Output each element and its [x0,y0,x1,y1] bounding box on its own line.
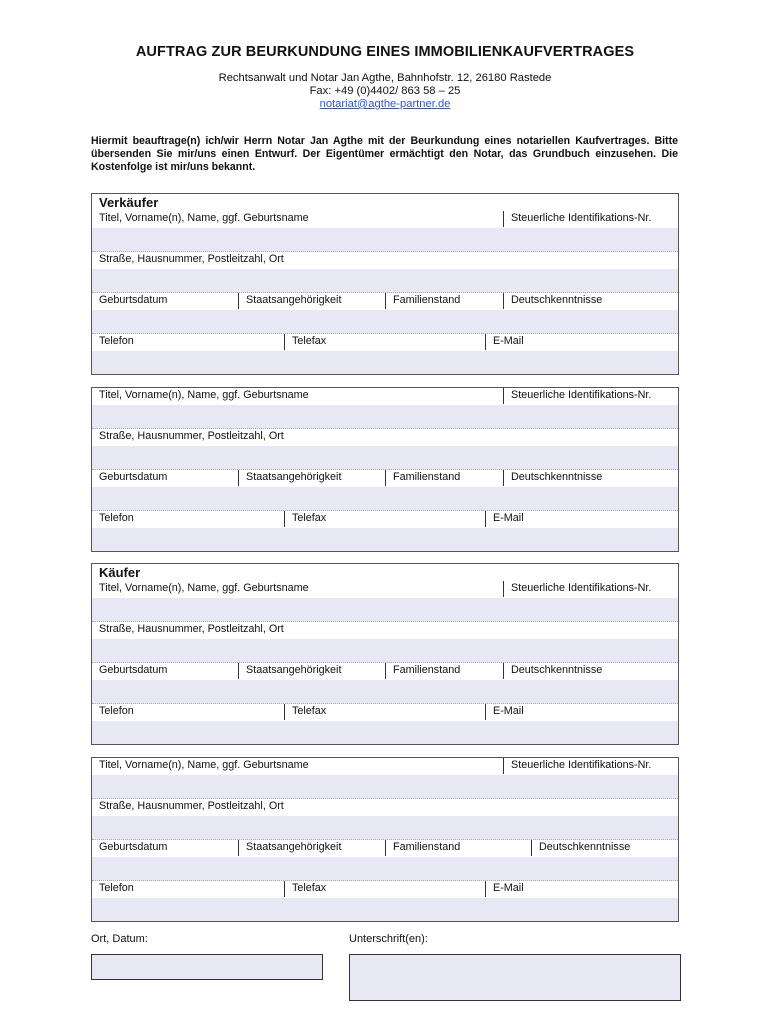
birthdate-label: Geburtsdatum [99,664,168,676]
german-label: Deutschkenntnisse [503,663,678,679]
email-label: E-Mail [485,334,678,350]
notary-address: Rechtsanwalt und Notar Jan Agthe, Bahnhofstr. 12, 26180 Rastede [218,72,552,84]
name-field[interactable] [92,228,678,252]
name-label: Titel, Vorname(n), Name, ggf. Geburtsname [99,759,309,771]
address-field[interactable] [92,816,678,840]
seller-block-2 [91,387,679,552]
label-row-contact [92,704,678,721]
seller-block-1 [91,193,679,375]
marital-label: Familienstand [385,663,503,679]
tax-id-label: Steuerliche Identifikations-Nr. [503,211,678,227]
email-label: E-Mail [485,881,678,897]
contact-field[interactable] [92,721,678,744]
personal-field[interactable] [92,487,678,511]
fax-label: Telefax [284,704,485,720]
label-row-address [92,429,678,446]
label-row-contact [92,881,678,898]
german-label: Deutschkenntnisse [531,840,678,856]
name-field[interactable] [92,775,678,799]
nationality-label: Staatsangehörigkeit [238,663,385,679]
german-label: Deutschkenntnisse [503,470,678,486]
name-label: Titel, Vorname(n), Name, ggf. Geburtsname [99,582,309,594]
tax-id-label: Steuerliche Identifikations-Nr. [503,581,678,597]
address-field[interactable] [92,639,678,663]
label-row-contact [92,511,678,528]
address-field[interactable] [92,446,678,470]
label-row-personal [92,293,678,310]
name-field[interactable] [92,598,678,622]
name-label: Titel, Vorname(n), Name, ggf. Geburtsname [99,389,309,401]
label-row-name [92,211,678,228]
email-label: E-Mail [485,704,678,720]
nationality-label: Staatsangehörigkeit [238,293,385,309]
phone-label: Telefon [99,335,134,347]
german-label: Deutschkenntnisse [503,293,678,309]
fax-label: Telefax [284,334,485,350]
label-row-name [92,581,678,598]
personal-field[interactable] [92,680,678,704]
notary-fax: Fax: +49 (0)4402/ 863 58 – 25 [309,85,461,97]
email-label: E-Mail [485,511,678,527]
label-row-personal [92,840,678,857]
label-row-name [92,758,678,775]
birthdate-label: Geburtsdatum [99,471,168,483]
intro-text: Hiermit beauftrage(n) ich/wir Herrn Notar Jan Agthe mit der Beurkundung eines notariellen Kaufvertrages. Bitte übersenden Sie mir/uns einen Entwurf. Der Eigentümer ermächtigt den Notar, das Grundbuch einzusehen. Die Kostenfolge ist mir/uns bekannt. [91,135,678,173]
fax-label: Telefax [284,881,485,897]
phone-label: Telefon [99,512,134,524]
label-row-address [92,252,678,269]
name-label: Titel, Vorname(n), Name, ggf. Geburtsname [99,212,309,224]
marital-label: Familienstand [385,470,503,486]
tax-id-label: Steuerliche Identifikations-Nr. [503,388,678,404]
address-label: Straße, Hausnummer, Postleitzahl, Ort [99,623,284,635]
signature-label: Unterschrift(en): [349,933,428,945]
personal-field[interactable] [92,310,678,334]
label-row-address [92,799,678,816]
email-link[interactable]: notariat@agthe-partner.de [319,98,451,110]
label-row-name [92,388,678,405]
address-field[interactable] [92,269,678,293]
buyer-block-1 [91,563,679,745]
address-label: Straße, Hausnummer, Postleitzahl, Ort [99,430,284,442]
tax-id-label: Steuerliche Identifikations-Nr. [503,758,678,774]
name-field[interactable] [92,405,678,429]
address-label: Straße, Hausnummer, Postleitzahl, Ort [99,800,284,812]
label-row-contact [92,334,678,351]
buyer-block-2 [91,757,679,922]
contact-field[interactable] [92,528,678,551]
place-date-label: Ort, Datum: [91,933,148,945]
label-row-personal [92,663,678,680]
form-title: AUFTRAG ZUR BEURKUNDUNG EINES IMMOBILIENKAUFVERTRAGES [135,44,635,60]
phone-label: Telefon [99,882,134,894]
address-label: Straße, Hausnummer, Postleitzahl, Ort [99,253,284,265]
phone-label: Telefon [99,705,134,717]
section-title-buyer: Käufer [99,565,141,580]
place-date-field[interactable] [91,954,323,980]
birthdate-label: Geburtsdatum [99,294,168,306]
label-row-personal [92,470,678,487]
personal-field[interactable] [92,857,678,881]
notary-email [0,98,770,110]
birthdate-label: Geburtsdatum [99,841,168,853]
label-row-address [92,622,678,639]
fax-label: Telefax [284,511,485,527]
nationality-label: Staatsangehörigkeit [238,840,385,856]
signature-field[interactable] [349,954,681,1001]
section-title-seller: Verkäufer [99,195,159,210]
contact-field[interactable] [92,351,678,374]
marital-label: Familienstand [385,293,503,309]
contact-field[interactable] [92,898,678,921]
marital-label: Familienstand [385,840,531,856]
nationality-label: Staatsangehörigkeit [238,470,385,486]
